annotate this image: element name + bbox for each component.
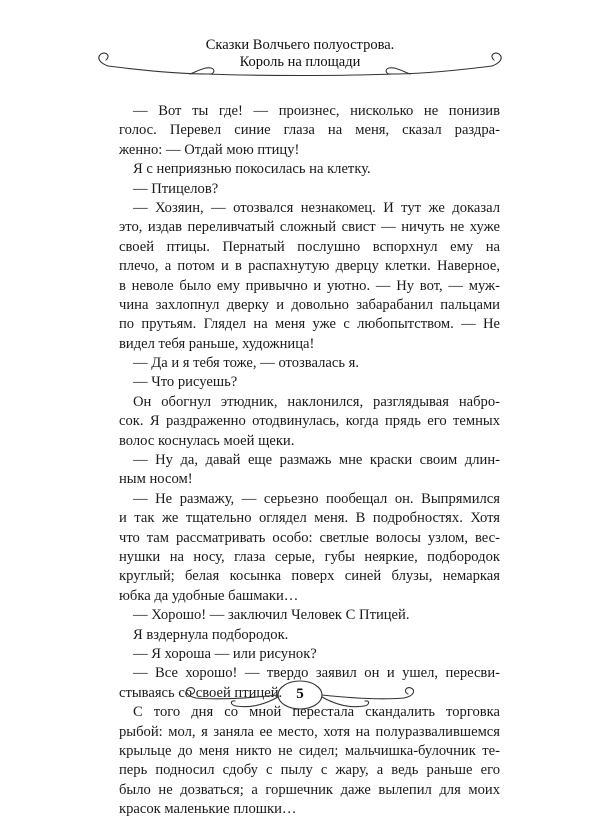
- text-line: — Вот ты где! — произнес, нисколько не понизив: [133, 103, 500, 119]
- text-line: Он обогнул этюдник, наклонился, разглядывая набро-: [133, 393, 500, 410]
- text-line: в неволе было ему привычно и уютно. — Ну вот, — муж-: [119, 277, 500, 294]
- page-footer: [0, 676, 600, 726]
- text-line: — Что рисуешь?: [133, 374, 238, 391]
- text-line: — Птицелов?: [133, 180, 219, 197]
- text-line: плечо, а потом и в распахнутую дверцу клетки. Наверное,: [119, 258, 500, 275]
- text-line: чина захлопнул дверку и довольно забарабанил пальцами: [119, 296, 500, 313]
- text-line: — Ну да, давай еще размажь мне краски своим длин-: [133, 452, 500, 469]
- text-line: перь подносил сдобу с пылу с жару, а ведь раньше его: [119, 762, 500, 779]
- text-line: волос коснулась моей щеки.: [119, 432, 295, 449]
- text-line: — Все хорошо! — твердо заявил он и ушел, пересви-: [133, 665, 500, 682]
- running-header: [0, 34, 600, 94]
- text-line: крыльце до меня никто не сидел; мальчишка-булочник те-: [119, 742, 500, 759]
- text-line: С того дня со мной перестала скандалить торговка: [133, 704, 500, 721]
- text-line: сок. Я раздраженно отодвинулась, когда прядь его темных: [119, 413, 500, 430]
- text-line: голос. Перевел синие глаза на меня, сказал раздра-: [119, 122, 500, 139]
- text-line: видел тебя раньше, художница!: [119, 335, 315, 352]
- text-line: женно: — Отдай мою птицу!: [119, 141, 300, 158]
- header-title-line2: Король на площади: [239, 54, 361, 70]
- text-line: Я вздернула подбородок.: [133, 626, 289, 643]
- text-line: — Хорошо! — заключил Человек С Птицей.: [133, 607, 410, 624]
- text-line: — Хозяин, — отозвался незнакомец. И тут же доказал: [133, 199, 500, 216]
- text-line: что там рассматривать особо: светлые волосы узлом, вес-: [119, 529, 500, 546]
- text-line: — Не размажу, — серьезно пообещал он. Выпрямился: [133, 490, 500, 507]
- page-number: 5: [296, 686, 304, 702]
- text-line: это, издав переливчатый сложный свист — ничуть не хуже: [119, 219, 500, 236]
- text-line: стываясь со своей птицей.: [119, 684, 283, 701]
- text-line: своей птицы. Пернатый послушно вспорхнул ему на: [119, 238, 500, 255]
- text-line: круглый; белая косынка поверх синей блузы, немаркая: [119, 568, 500, 585]
- text-line: было не дозваться; а горшечник даже вылепил для моих: [119, 781, 500, 798]
- text-line: нушки на носу, глаза серые, губы неяркие, подбородок: [119, 548, 500, 565]
- text-line: юбка да удобные башмаки…: [119, 587, 299, 604]
- text-line: — Да и я тебя тоже, — отозвалась я.: [133, 355, 360, 372]
- text-line: рыбой: мол, я заняла ее место, хотя на полуразвалившемся: [119, 723, 500, 740]
- text-line: ным носом!: [119, 471, 193, 488]
- text-line: — Я хороша — или рисунок?: [133, 645, 317, 662]
- text-line: по прутьям. Глядел на меня уже с любопытством. — Не: [119, 316, 500, 333]
- text-line: и так же тщательно оглядел меня. В подробностях. Хотя: [119, 510, 500, 527]
- text-line: красок маленькие плошки…: [119, 801, 297, 818]
- header-title-line1: Сказки Волчьего полуострова.: [205, 37, 395, 53]
- text-line: Я с неприязнью покосилась на клетку.: [133, 161, 371, 178]
